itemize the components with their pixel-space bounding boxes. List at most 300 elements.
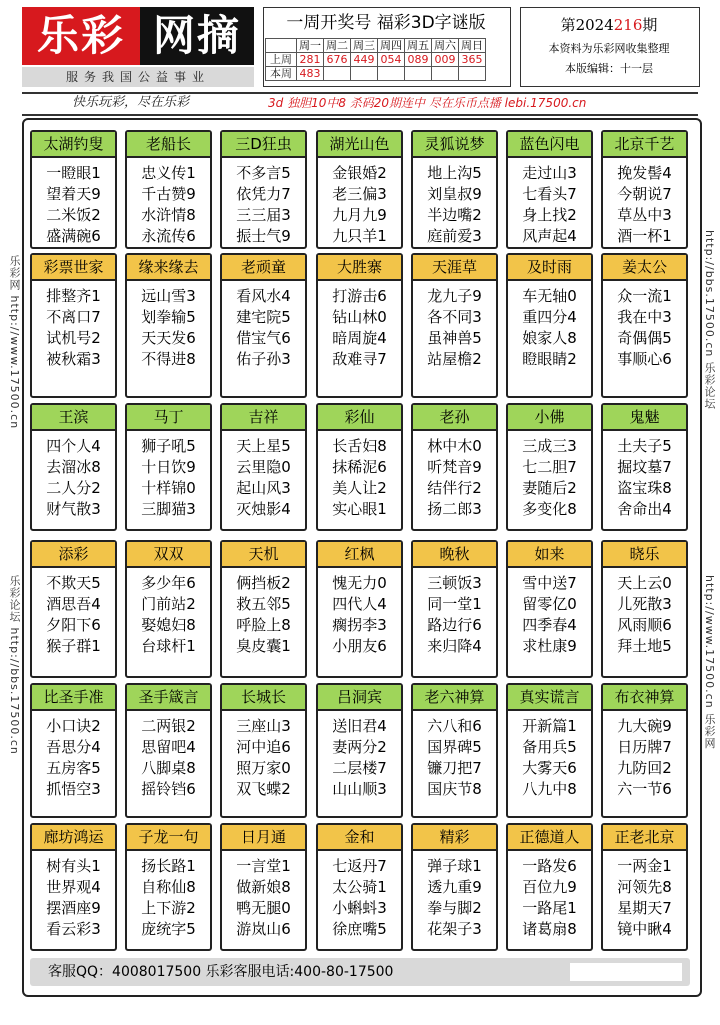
riddle-line: 地上沟5 [427, 164, 482, 182]
riddle-card-title: 日月通 [222, 825, 305, 851]
riddle-line: 拜土地5 [617, 637, 672, 655]
riddle-line: 照万家0 [236, 759, 291, 777]
riddle-line: 小口诀2 [46, 717, 101, 735]
riddle-line: 水浒情8 [141, 206, 196, 224]
riddle-card-body [222, 431, 305, 520]
riddle-line: 事顺心6 [617, 350, 672, 368]
riddle-card [125, 403, 212, 531]
riddle-card-body [32, 158, 115, 247]
riddle-line: 龙九子9 [427, 287, 482, 305]
riddle-line: 七二胆7 [522, 458, 577, 476]
riddle-line: 二两银2 [141, 717, 196, 735]
riddle-card [506, 253, 593, 398]
riddle-card-title: 圣手箴言 [127, 685, 210, 711]
riddle-line: 十日饮9 [141, 458, 196, 476]
riddle-card [411, 253, 498, 398]
weekday-row [266, 39, 486, 53]
riddle-card-body [603, 851, 686, 940]
riddle-line: 镰刀把7 [427, 759, 482, 777]
riddle-line: 老三偏3 [332, 185, 387, 203]
weekday-cell: 周日 [459, 39, 486, 53]
riddle-line: 重四分4 [522, 308, 577, 326]
riddle-line: 三脚猫3 [141, 500, 196, 518]
riddle-line: 花架子3 [427, 920, 482, 938]
riddle-line: 众一流1 [617, 287, 672, 305]
riddle-card-title: 北京千艺 [603, 132, 686, 158]
riddle-card-title: 红枫 [318, 542, 401, 568]
riddle-card-body [603, 158, 686, 247]
riddle-card-title: 灵狐说梦 [413, 132, 496, 158]
riddle-card-body [603, 281, 686, 370]
riddle-card [125, 540, 212, 678]
riddle-card-body [222, 851, 305, 940]
weekday-cell: 周三 [351, 39, 378, 53]
riddle-card-title: 金和 [318, 825, 401, 851]
riddle-card [601, 130, 688, 249]
riddle-line: 三成三3 [522, 437, 577, 455]
riddle-card-body [32, 711, 115, 800]
riddle-line: 三顿饭3 [427, 574, 482, 592]
riddle-line: 被秋霜3 [46, 350, 101, 368]
riddle-line: 风声起4 [522, 227, 577, 245]
riddle-card [601, 683, 688, 818]
riddle-line: 敌难寻7 [332, 350, 387, 368]
riddle-card-title: 正德道人 [508, 825, 591, 851]
riddle-card-title: 布衣神算 [603, 685, 686, 711]
riddle-card-body [318, 281, 401, 370]
riddle-line: 庞统字5 [141, 920, 196, 938]
riddle-line: 暗周旋4 [332, 329, 387, 347]
riddle-line: 河中追6 [236, 738, 291, 756]
riddle-line: 奇偶偶5 [617, 329, 672, 347]
riddle-line: 河领先8 [617, 878, 672, 896]
riddle-card-body [32, 568, 115, 657]
draw-number: 365 [459, 53, 486, 67]
last-week-row [266, 53, 486, 67]
riddle-card [316, 823, 403, 951]
riddle-card-title: 湖光山色 [318, 132, 401, 158]
riddle-line: 妻两分2 [332, 738, 387, 756]
riddle-card-body [413, 851, 496, 940]
riddle-card-body [413, 711, 496, 800]
riddle-line: 走过山3 [522, 164, 577, 182]
editor-note: 本版编辑：十一层 [565, 62, 653, 75]
riddle-line: 不欺天5 [46, 574, 101, 592]
riddle-line: 一言堂1 [236, 857, 291, 875]
riddle-line: 美人让2 [332, 479, 387, 497]
riddle-line: 十样锦0 [141, 479, 196, 497]
footer-blank-box [570, 963, 682, 981]
riddle-card-body [413, 158, 496, 247]
riddle-line: 世界观4 [46, 878, 101, 896]
riddle-card-body [603, 711, 686, 800]
riddle-card [411, 823, 498, 951]
riddle-line: 多变化8 [522, 500, 577, 518]
riddle-line: 日历牌7 [617, 738, 672, 756]
riddle-line: 实心眼1 [332, 500, 387, 518]
riddle-card-title: 马丁 [127, 405, 210, 431]
riddle-line: 雪中送7 [522, 574, 577, 592]
riddle-card [316, 403, 403, 531]
riddle-line: 林中木0 [427, 437, 482, 455]
riddle-card [30, 540, 117, 678]
riddle-card-title: 老船长 [127, 132, 210, 158]
footer-contact: 客服QQ：4008017500 乐彩客服电话:400-80-17500 [48, 964, 394, 980]
riddle-line: 我在中3 [617, 308, 672, 326]
riddle-line: 一路发6 [522, 857, 577, 875]
riddle-line: 大雾天6 [522, 759, 577, 777]
riddle-card-title: 三D狂虫 [222, 132, 305, 158]
riddle-card-body [603, 431, 686, 520]
riddle-card [506, 130, 593, 249]
riddle-card-title: 缘来缘去 [127, 255, 210, 281]
riddle-line: 身上找2 [522, 206, 577, 224]
riddle-card-title: 精彩 [413, 825, 496, 851]
riddle-line: 望着天9 [46, 185, 101, 203]
riddle-line: 半边嘴2 [427, 206, 482, 224]
riddle-card-body [127, 281, 210, 370]
riddle-card-body [508, 158, 591, 247]
riddle-line: 山山顺3 [332, 780, 387, 798]
riddle-card-title: 王滨 [32, 405, 115, 431]
riddle-card-body [222, 568, 305, 657]
side-link-left-bottom[interactable]: 乐彩论坛 http://bbs.17500.cn [8, 575, 21, 755]
riddle-line: 九月九9 [332, 206, 387, 224]
riddle-line: 一路尾1 [522, 899, 577, 917]
riddle-line: 天天发6 [141, 329, 196, 347]
riddle-line: 百位九9 [522, 878, 577, 896]
riddle-line: 来归降4 [427, 637, 482, 655]
riddle-card-title: 如来 [508, 542, 591, 568]
riddle-card [220, 253, 307, 398]
riddle-line: 酒一杯1 [617, 227, 672, 245]
riddle-card-title: 天机 [222, 542, 305, 568]
riddle-line: 弹子球1 [427, 857, 482, 875]
riddle-line: 钻山林0 [332, 308, 387, 326]
riddle-line: 呼脸上8 [236, 616, 291, 634]
tagline-promo-link[interactable]: 3d 独胆10中8 杀码20期连中 尽在乐币点播 lebi.17500.cn [268, 96, 587, 110]
draw-number: 483 [297, 67, 324, 81]
riddle-line: 盛满碗6 [46, 227, 101, 245]
riddle-line: 徐庶嘴5 [332, 920, 387, 938]
riddle-card-title: 姜太公 [603, 255, 686, 281]
riddle-card-title: 吉祥 [222, 405, 305, 431]
riddle-line: 俩挡板2 [236, 574, 291, 592]
riddle-card [30, 683, 117, 818]
riddle-line: 愧无力0 [332, 574, 387, 592]
riddle-line: 抹稀泥6 [332, 458, 387, 476]
riddle-card-body [508, 568, 591, 657]
tagline-left: 快乐玩彩，尽在乐彩 [72, 95, 190, 110]
riddle-line: 门前站2 [141, 595, 196, 613]
riddle-card-title: 添彩 [32, 542, 115, 568]
riddle-line: 六八和6 [427, 717, 482, 735]
riddle-line: 三三届3 [236, 206, 291, 224]
riddle-card-body [318, 711, 401, 800]
riddle-line: 九防回2 [617, 759, 672, 777]
riddle-card-body [127, 851, 210, 940]
riddle-line: 娘家人8 [522, 329, 577, 347]
riddle-line: 一两金1 [617, 857, 672, 875]
riddle-card-body [508, 851, 591, 940]
riddle-card [506, 403, 593, 531]
riddle-card-body [222, 158, 305, 247]
draw-number: 054 [378, 53, 405, 67]
riddle-line: 长舌妇8 [332, 437, 387, 455]
riddle-card-title: 天涯草 [413, 255, 496, 281]
riddle-card-body [127, 711, 210, 800]
riddle-line: 听梵音9 [427, 458, 482, 476]
riddle-line: 天上云0 [617, 574, 672, 592]
riddle-card-title: 长城长 [222, 685, 305, 711]
riddle-line: 看风水4 [236, 287, 291, 305]
riddle-line: 狮子吼5 [141, 437, 196, 455]
riddle-line: 诸葛扇8 [522, 920, 577, 938]
riddle-line: 国庆节8 [427, 780, 482, 798]
riddle-card-body [508, 711, 591, 800]
riddle-line: 排整齐1 [46, 287, 101, 305]
riddle-card-title: 及时雨 [508, 255, 591, 281]
riddle-card-title: 真实谎言 [508, 685, 591, 711]
riddle-line: 佑子孙3 [236, 350, 291, 368]
riddle-line: 五房客5 [46, 759, 101, 777]
riddle-card [601, 823, 688, 951]
riddle-card-body [318, 568, 401, 657]
riddle-card [30, 403, 117, 531]
draw-number: 089 [405, 53, 432, 67]
riddle-line: 永流传6 [141, 227, 196, 245]
riddle-line: 留零亿0 [522, 595, 577, 613]
riddle-line: 二人分2 [46, 479, 101, 497]
this-week-label: 本周 [266, 67, 297, 81]
riddle-card-title: 蓝色闪电 [508, 132, 591, 158]
riddle-line: 备用兵5 [522, 738, 577, 756]
riddle-card [506, 540, 593, 678]
riddle-line: 酒思吾4 [46, 595, 101, 613]
riddle-line: 四个人4 [46, 437, 101, 455]
riddle-line: 九只羊1 [332, 227, 387, 245]
riddle-card-title: 双双 [127, 542, 210, 568]
riddle-card-title: 晚秋 [413, 542, 496, 568]
riddle-line: 星期天7 [617, 899, 672, 917]
riddle-card-body [127, 568, 210, 657]
weekday-cell: 周二 [324, 39, 351, 53]
riddle-line: 去溜冰8 [46, 458, 101, 476]
riddle-line: 挽发髻4 [617, 164, 672, 182]
draw-number: 281 [297, 53, 324, 67]
weekday-cell: 周四 [378, 39, 405, 53]
riddle-line: 车无轴0 [522, 287, 577, 305]
riddle-line: 灭烛影4 [236, 500, 291, 518]
riddle-line: 抓悟空3 [46, 780, 101, 798]
riddle-line: 财气散3 [46, 500, 101, 518]
riddle-line: 八脚桌8 [141, 759, 196, 777]
riddle-card-body [318, 851, 401, 940]
riddle-line: 九大碗9 [617, 717, 672, 735]
riddle-card [316, 130, 403, 249]
riddle-card-body [318, 158, 401, 247]
riddle-line: 看云彩3 [46, 920, 101, 938]
logo-red-part: 乐彩 [22, 7, 140, 65]
riddle-card-title: 廊坊鸿运 [32, 825, 115, 851]
riddle-line: 借宝气6 [236, 329, 291, 347]
riddle-line: 七返丹7 [332, 857, 387, 875]
riddle-line: 试机号2 [46, 329, 101, 347]
riddle-card-body [508, 281, 591, 370]
riddle-card [220, 130, 307, 249]
riddle-card-body [32, 431, 115, 520]
riddle-card-title: 老孙 [413, 405, 496, 431]
riddle-line: 云里隐0 [236, 458, 291, 476]
riddle-line: 路边行6 [427, 616, 482, 634]
riddle-card-title: 老六神算 [413, 685, 496, 711]
riddle-card [125, 253, 212, 398]
riddle-line: 结伴行2 [427, 479, 482, 497]
riddle-line: 虽神兽5 [427, 329, 482, 347]
riddle-line: 不多言5 [236, 164, 291, 182]
riddle-line: 风雨顺6 [617, 616, 672, 634]
riddle-card-body [222, 711, 305, 800]
riddle-line: 透九重9 [427, 878, 482, 896]
riddle-line: 多少年6 [141, 574, 196, 592]
riddle-card-title: 大胜寨 [318, 255, 401, 281]
riddle-line: 夕阳下6 [46, 616, 101, 634]
riddle-line: 摆酒座9 [46, 899, 101, 917]
riddle-line: 依凭力7 [236, 185, 291, 203]
riddle-line: 拳与脚2 [427, 899, 482, 917]
riddle-line: 金银婚2 [332, 164, 387, 182]
riddle-line: 自称仙8 [141, 878, 196, 896]
riddle-line: 鸭无腿0 [236, 899, 291, 917]
riddle-line: 上下游2 [141, 899, 196, 917]
riddle-line: 千古赞9 [141, 185, 196, 203]
riddle-card-body [32, 281, 115, 370]
riddle-line: 开新篇1 [522, 717, 577, 735]
riddle-line: 刘皇叔9 [427, 185, 482, 203]
riddle-line: 儿死散3 [617, 595, 672, 613]
riddle-card-title: 正老北京 [603, 825, 686, 851]
riddle-line: 小蝌蚪3 [332, 899, 387, 917]
riddle-line: 游岚山6 [236, 920, 291, 938]
riddle-card [316, 253, 403, 398]
riddle-line: 不离口7 [46, 308, 101, 326]
riddle-line: 求杜康9 [522, 637, 577, 655]
slogan: 服务我国公益事业 [22, 67, 254, 87]
draw-number: 676 [324, 53, 351, 67]
riddle-card-title: 晓乐 [603, 542, 686, 568]
riddle-card-title: 鬼魅 [603, 405, 686, 431]
riddle-line: 打游击6 [332, 287, 387, 305]
riddle-card-body [508, 431, 591, 520]
riddle-card [506, 683, 593, 818]
riddle-line: 娶媳妇8 [141, 616, 196, 634]
riddle-line: 思留吧4 [141, 738, 196, 756]
riddle-line: 瞪眼睛2 [522, 350, 577, 368]
riddle-line: 救五邻5 [236, 595, 291, 613]
riddle-card [411, 130, 498, 249]
riddle-line: 三座山3 [236, 717, 291, 735]
draw-title: 一周开奖号 福彩3D字谜版 [286, 13, 486, 33]
riddle-card [125, 130, 212, 249]
riddle-card-title: 太湖钓叟 [32, 132, 115, 158]
riddle-line: 盗宝珠8 [617, 479, 672, 497]
riddle-line: 土夫子5 [617, 437, 672, 455]
riddle-line: 不得进8 [141, 350, 196, 368]
riddle-line: 四季春4 [522, 616, 577, 634]
riddle-line: 太公骑1 [332, 878, 387, 896]
side-link-left-top[interactable]: 乐彩网 http://www.17500.cn [8, 255, 21, 430]
riddle-card [220, 540, 307, 678]
riddle-card-body [603, 568, 686, 657]
riddle-line: 双飞蝶2 [236, 780, 291, 798]
riddle-line: 六一节6 [617, 780, 672, 798]
riddle-card-title: 吕洞宾 [318, 685, 401, 711]
riddle-line: 镜中瞅4 [617, 920, 672, 938]
riddle-card [601, 253, 688, 398]
riddle-card [30, 130, 117, 249]
riddle-card [601, 403, 688, 531]
riddle-card [601, 540, 688, 678]
riddle-card-body [222, 281, 305, 370]
last-week-label: 上周 [266, 53, 297, 67]
weekday-cell: 周六 [432, 39, 459, 53]
riddle-card-body [413, 568, 496, 657]
riddle-line: 台球杆1 [141, 637, 196, 655]
riddle-card [316, 683, 403, 818]
weekday-cell: 周五 [405, 39, 432, 53]
riddle-card-title: 彩票世家 [32, 255, 115, 281]
riddle-line: 二米饭2 [46, 206, 101, 224]
this-week-row [266, 67, 486, 81]
source-note: 本资料为乐彩网收集整理 [548, 42, 670, 55]
riddle-line: 吾思分4 [46, 738, 101, 756]
riddle-card-body [32, 851, 115, 940]
riddle-line: 扬二郎3 [427, 500, 482, 518]
riddle-card-body [413, 431, 496, 520]
riddle-card [30, 253, 117, 398]
riddle-card [125, 683, 212, 818]
riddle-line: 四代人4 [332, 595, 387, 613]
riddle-line: 国界碑5 [427, 738, 482, 756]
riddle-line: 小朋友6 [332, 637, 387, 655]
draw-number: 009 [432, 53, 459, 67]
riddle-card-body [413, 281, 496, 370]
draw-results-table [265, 38, 486, 81]
riddle-line: 划拳输5 [141, 308, 196, 326]
side-link-right-top[interactable]: http://bbs.17500.cn 乐彩论坛 [703, 230, 716, 410]
riddle-card-body [318, 431, 401, 520]
riddle-line: 站屋檐2 [427, 350, 482, 368]
riddle-line: 七看头7 [522, 185, 577, 203]
riddle-card [506, 823, 593, 951]
logo-black-part: 网摘 [140, 7, 254, 65]
side-link-right-bottom[interactable]: http://www.17500.cn 乐彩网 [703, 575, 716, 750]
riddle-line: 起山风3 [236, 479, 291, 497]
riddle-line: 猴子群1 [46, 637, 101, 655]
riddle-line: 一瞪眼1 [46, 164, 101, 182]
riddle-card-title: 老顽童 [222, 255, 305, 281]
riddle-line: 各不同3 [427, 308, 482, 326]
riddle-card [411, 683, 498, 818]
riddle-line: 摇铃铛6 [141, 780, 196, 798]
riddle-card [220, 683, 307, 818]
riddle-card [30, 823, 117, 951]
riddle-line: 天上星5 [236, 437, 291, 455]
riddle-line: 瘸拐李3 [332, 616, 387, 634]
riddle-card [411, 403, 498, 531]
riddle-line: 送旧君4 [332, 717, 387, 735]
riddle-line: 草丛中3 [617, 206, 672, 224]
